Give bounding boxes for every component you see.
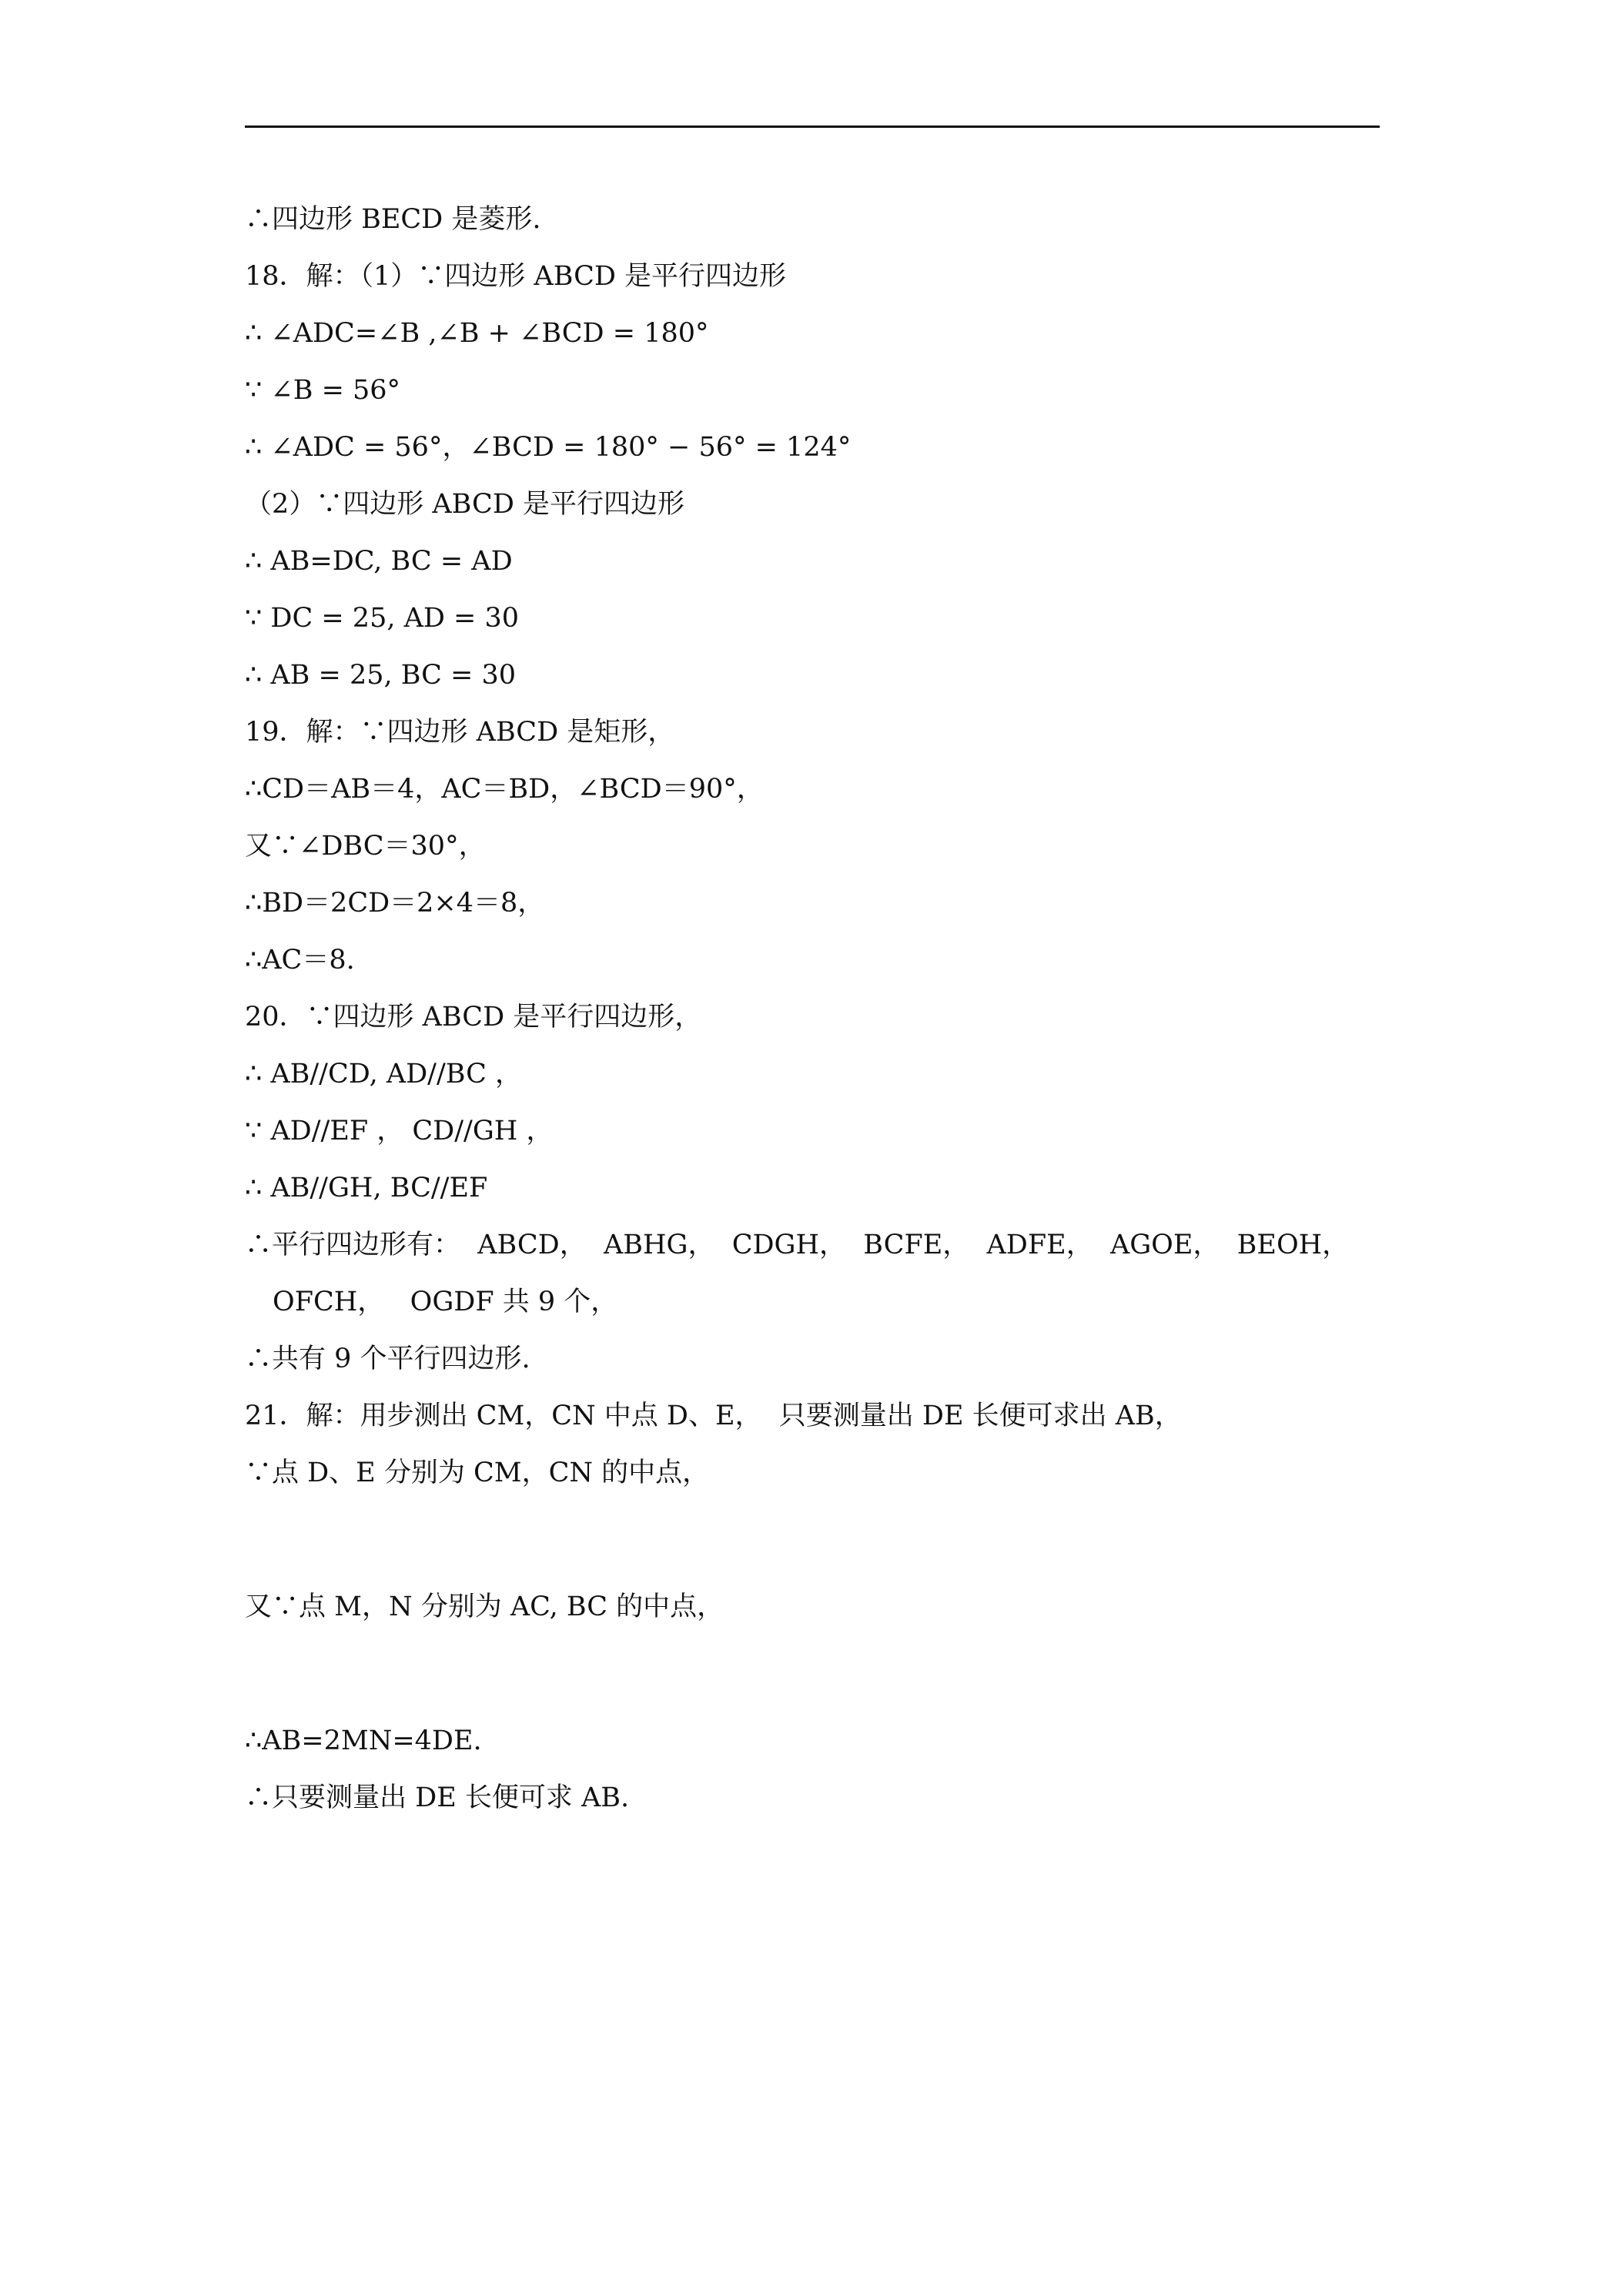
text-line: ∴ AB=DC, BC = AD (245, 546, 513, 577)
text-line: ∴ AB//CD, AD//BC ， (245, 1059, 523, 1089)
text-line: ∴ ∠ADC=∠B ,∠B + ∠BCD = 180° (245, 318, 709, 349)
header-rule (245, 126, 1380, 128)
text-line: 20．∵四边形 ABCD 是平行四边形， (245, 1002, 702, 1033)
text-line: 19．解：∵四边形 ABCD 是矩形， (245, 717, 675, 748)
text-line: ∴平行四边形有： ABCD， ABHG， CDGH， BCFE， ADFE， AGOE， BEOH， (245, 1230, 1350, 1260)
text-line: ∴ AB = 25, BC = 30 (245, 660, 517, 691)
text-line: 又∵∠DBC＝30°， (245, 831, 486, 862)
text-line: （2）∵四边形 ABCD 是平行四边形 (245, 489, 685, 520)
text-line: ∴AB=2MN=4DE. (245, 1725, 482, 1756)
text-line: 21．解：用步测出 CM，CN 中点 D、E， 只要测量出 DE 长便可求出 AB， (245, 1401, 1182, 1431)
text-line: ∴四边形 BECD 是菱形. (245, 204, 541, 235)
text-line: ∴BD＝2CD＝2×4＝8， (245, 888, 545, 919)
text-line: ∴ AB//GH, BC//EF (245, 1173, 488, 1203)
text-line: ∴CD＝AB＝4，AC＝BD，∠BCD＝90°， (245, 774, 764, 805)
text-line: ∵ DC = 25, AD = 30 (245, 603, 520, 634)
text-line: 又∵点 M，N 分别为 AC, BC 的中点， (245, 1591, 724, 1622)
text-line: ∵点 D、E 分别为 CM，CN 的中点， (245, 1458, 710, 1488)
text-line: ∴AC＝8. (245, 945, 355, 976)
formula-line-de (245, 1501, 1384, 1578)
formula-line-mn (245, 1635, 1384, 1712)
text-line: ∵ ∠B = 56° (245, 375, 401, 406)
text-line: ∴只要测量出 DE 长便可求 AB. (245, 1782, 630, 1813)
text-line: OFCH， OGDF 共 9 个， (273, 1287, 618, 1317)
text-line: ∴共有 9 个平行四边形. (245, 1344, 530, 1374)
document-body (245, 191, 1384, 1826)
text-line: ∵ AD//EF ， CD//GH ， (245, 1116, 554, 1146)
text-line: ∴ ∠ADC = 56°，∠BCD = 180° − 56° = 124° (245, 432, 852, 463)
text-line: 18．解：（1）∵四边形 ABCD 是平行四边形 (245, 261, 787, 292)
